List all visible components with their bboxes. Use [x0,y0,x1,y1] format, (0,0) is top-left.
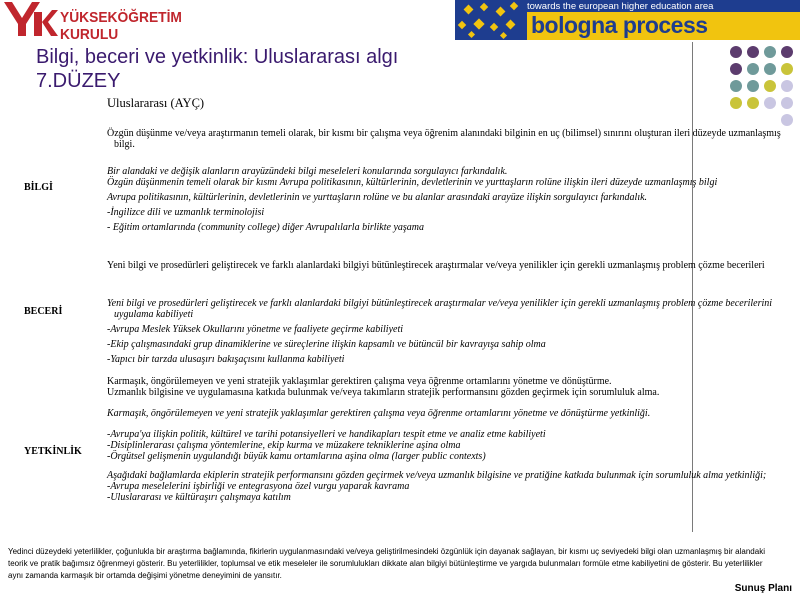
text-line: -Uluslararası ve kültüraşırı çalışmaya katılım [107,492,291,503]
bologna-brand: bologna process [531,12,708,38]
text-line: -Avrupa Meslek Yüksek Okullarını yönetme ve faaliyete geçirme kabiliyeti [107,324,404,335]
sunus-plani-link[interactable]: Sunuş Planı [734,583,792,594]
row-label-yetkinlik: YETKİNLİK [24,446,82,457]
text-line: Özgün düşünmenin temeli olarak bir kısmı Avrupa politikasının, kültürlerinin, devletlerinin ve yurttaşların rolüne ilişkin ileri düzeyde uzmanlaşmış bilgi [107,177,718,188]
row-label-bilgi: BİLGİ [24,182,53,193]
page-title: Bilgi, beceri ve yetkinlik: Uluslararası algı [36,46,399,68]
text-line: -Ekip çalışmasındaki grup dinamiklerine ve süreçlerine ilişkin kapsamlı ve bütüncül bir kavrayışa sahip olma [107,339,546,350]
row-beceri-normal [107,260,787,271]
text-line: Karmaşık, öngörülemeyen ve yeni stratejik yaklaşımlar gerektiren çalışma veya öğrenme ortamlarını yönetme ve dönüştürme yetkinliği. [107,408,651,419]
decor-dot [730,46,742,58]
text-line: Avrupa politikasının, kültürlerinin, devletlerinin ve yurttaşların rolüne ve bu alanlar arasındaki arayüze ilişkin sorgulayıcı farkındalık. [107,192,648,203]
decor-dot [764,80,776,92]
row-bilgi-normal [107,128,787,150]
header-bar [0,0,800,42]
page-subtitle: 7.DÜZEY [36,70,121,92]
text-line: Yeni bilgi ve prosedürleri geliştirecek ve farklı alanlardaki bilgiyi bütünleştirecek araştırmalar ve/veya yenilikler için gerekli uzmanlaşmış problem çözme becerileri [107,260,765,271]
decor-dot [781,63,793,75]
footer-note: Yedinci düzeydeki yeterlilikler, çoğunlukla bir araştırma bağlamında, fikirlerin uygulanmasındaki ve/veya geliştirilmesindeki özgünlük için dayanak sağlayan, bir kısmı uç seviyedeki bilgi olan uzmanlaşmış bir alandaki teorik ve pratik bağımsız öğrenmeyi gösterir. Bu yeterlilikler, toplumsal ve etik meseleler ile sorumlulukları dikkate alan bilgiyi bütünleştirme ve yargıda bulunmaları formüle etme kabiliyetini de gösterir. Bu yeterlilikler aynı zamanda karmaşık bir ortamda değişimi yönetme deneyimini de yansıtır. [8,547,765,580]
decor-dot [730,97,742,109]
row-beceri-italic [107,298,787,365]
bologna-tagline: towards the european higher education area [527,1,714,12]
decor-dot [764,97,776,109]
text-line: Bir alandaki ve değişik alanların arayüzündeki bilgi meseleleri konularında sorgulayıcı farkındalık. [107,166,508,177]
text-line: -Yapıcı bir tarzda ulusaşırı bakışaçısını kullanma kabiliyeti [107,354,345,365]
section-heading: Uluslararası (AYÇ) [107,96,205,110]
decor-dot [781,46,793,58]
text-line: Özgün düşünme ve/veya araştırmanın temeli olarak, bir kısmı bir çalışma veya öğrenim alanındaki bilginin en uç (bilimsel) sınırını oluşturan ileri düzeyde uzmanlaşmış bilgi. [107,128,781,150]
decor-dot [764,63,776,75]
yok-name: YÜKSEKÖĞRETİM KURULU [60,9,182,43]
decor-dot [747,97,759,109]
bologna-brand-box [527,12,800,40]
text-line: -Avrupa'ya ilişkin politik, kültürel ve tarihi potansiyelleri ve handikapları tespit etme ve analiz etme kabiliyeti [107,429,546,440]
decor-dot [781,114,793,126]
decor-dot [747,63,759,75]
row-yetkinlik-italic [107,408,787,503]
text-line: Aşağıdaki bağlamlarda ekiplerin stratejik performansını gözden geçirmek ve/veya uzmanlık bilgisine ve pratiğine katkıda bulunmak için sorumluluk alma yetkinliği; [107,470,767,481]
dot-grid-icon [696,42,800,132]
text-line: Karmaşık, öngörülemeyen ve yeni stratejik yaklaşımlar gerektiren çalışma veya öğrenme ortamlarını yönetme ve dönüştürme. [107,376,612,387]
text-line: - Eğitim ortamlarında (community college) diğer Avrupalılarla birlikte yaşama [107,222,424,233]
text-line: -İngilizce dili ve uzmanlık terminolojisi [107,207,265,218]
row-yetkinlik-normal [107,376,787,398]
text-line: -Disiplinlerarası çalışma yöntemlerine, ekip kurma ve müzakere tekniklerine aşina olma [107,440,461,451]
decor-dot [747,46,759,58]
decor-dot [730,80,742,92]
decor-dot [730,63,742,75]
text-line: Uzmanlık bilgisine ve uygulamasına katkıda bulunmak ve/veya takımların stratejik performansını gözden geçirmek için sorumluluk alma. [107,387,660,398]
decor-dot [781,97,793,109]
text-line: -Avrupa meselelerini işbirliği ve entegrasyona özel vurgu yaparak kavrama [107,481,410,492]
decor-dot [764,46,776,58]
row-label-beceri: BECERİ [24,306,63,317]
yok-logo [0,0,250,43]
decor-dot [747,80,759,92]
yok-emblem-icon [4,2,58,36]
eu-stars-icon [455,0,525,40]
bologna-banner [455,0,800,40]
text-line: Yeni bilgi ve prosedürleri geliştirecek ve farklı alanlardaki bilgiyi bütünleştirecek araştırmalar ve/veya yenilikler için gerekli uzmanlaşmış problem çözme becerilerini uygulama kabiliyeti [107,298,773,320]
decor-dot [781,80,793,92]
row-bilgi-italic [107,166,787,233]
text-line: -Örgütsel gelişmenin uygulandığı büyük kamu ortamlarına aşina olma (larger public contexts) [107,451,486,462]
